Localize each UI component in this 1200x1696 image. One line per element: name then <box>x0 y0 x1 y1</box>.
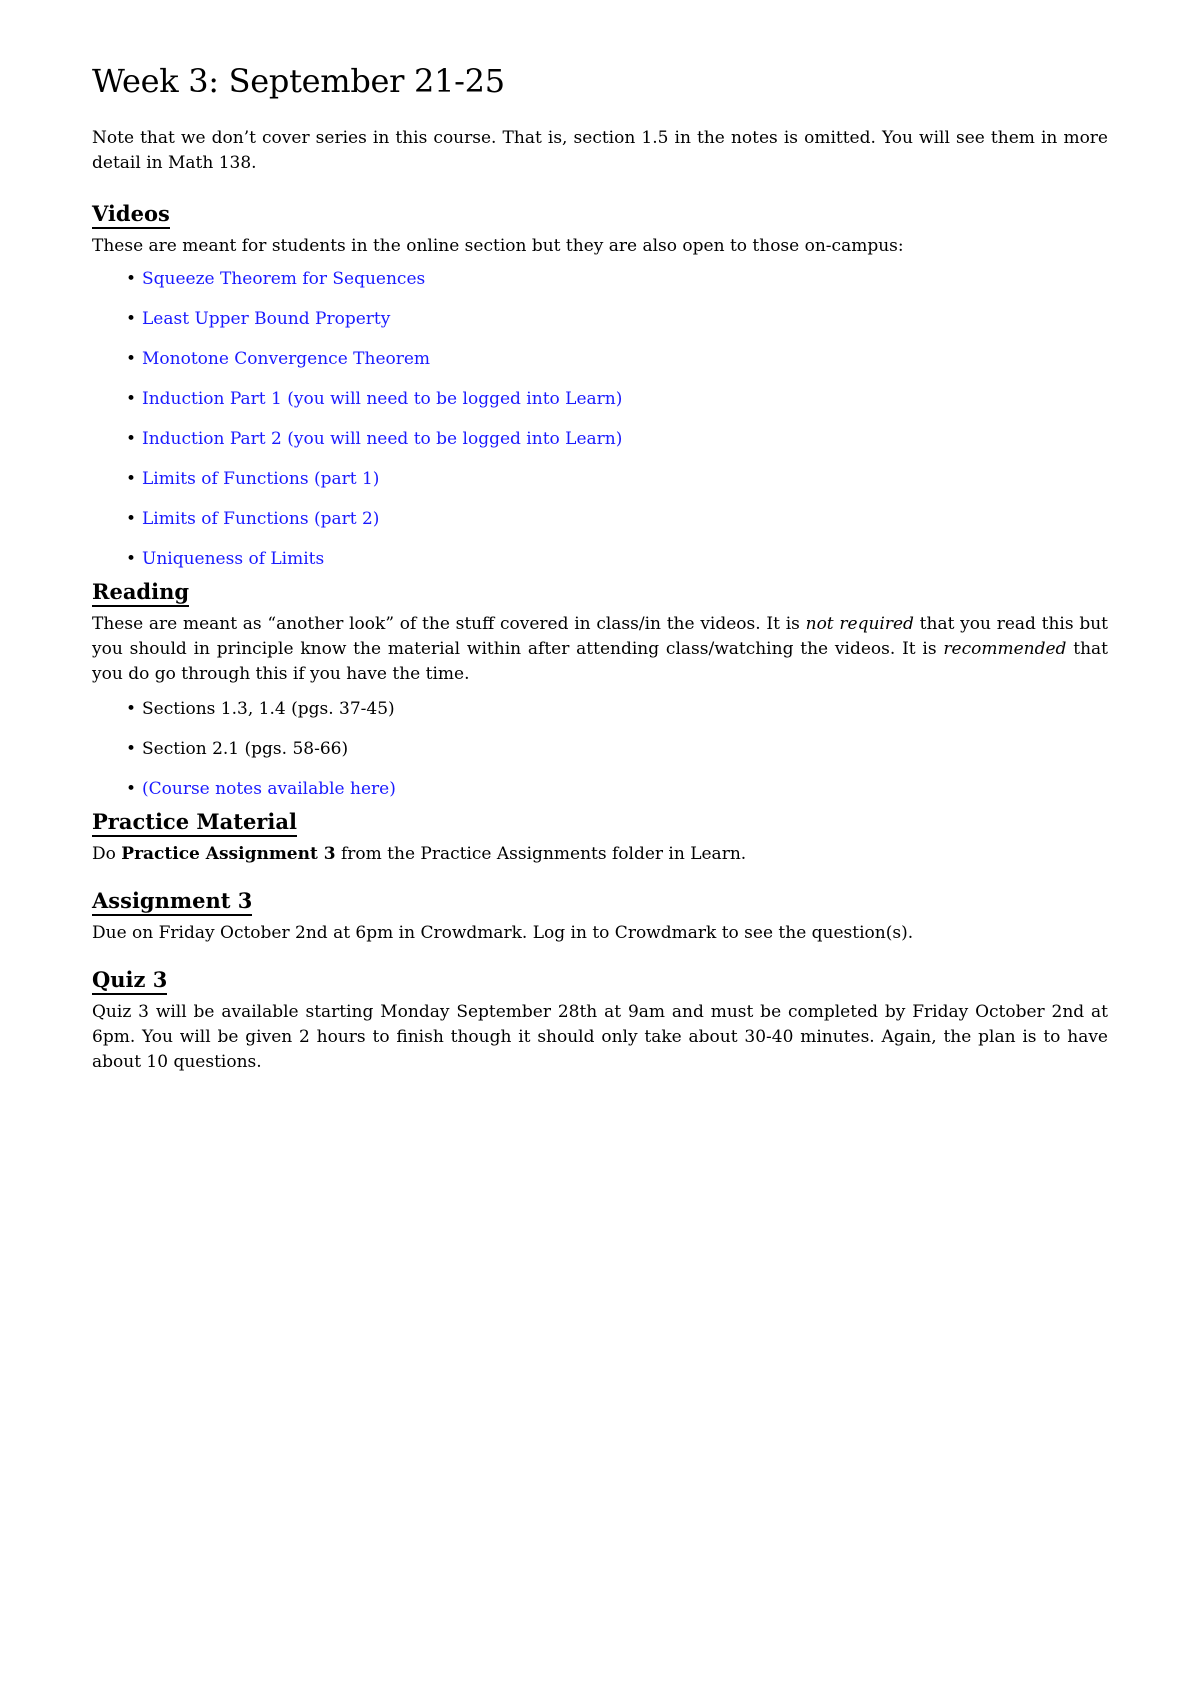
list-item <box>126 307 1108 332</box>
reading-text-2: that you read this but you should in principle know the material within after attending class/watching the videos. It is <box>92 614 1108 659</box>
reading-description <box>92 612 1108 687</box>
reading-emphasis-not-required: not required <box>805 614 914 634</box>
reading-item-section-2-1: Section 2.1 (pgs. 58-66) <box>142 739 349 759</box>
assignment-section <box>92 889 1108 946</box>
video-link-monotone-convergence[interactable]: Monotone Convergence Theorem <box>142 349 431 369</box>
reading-emphasis-recommended: recommended <box>943 639 1067 659</box>
bullet-icon: • <box>126 429 137 449</box>
bullet-icon: • <box>126 269 137 289</box>
intro-paragraph: Note that we don’t cover series in this course. That is, section 1.5 in the notes is omitted. You will see them in more detail in Math 138. <box>92 128 1108 173</box>
practice-heading: Practice Material <box>92 810 297 837</box>
practice-section <box>92 810 1108 867</box>
list-item <box>126 387 1108 412</box>
practice-assignment-name: Practice Assignment 3 <box>121 844 336 864</box>
practice-text <box>92 842 1108 867</box>
list-item <box>126 467 1108 492</box>
list-item <box>126 347 1108 372</box>
list-item <box>126 267 1108 292</box>
course-notes-link[interactable]: (Course notes available here) <box>142 779 396 799</box>
reading-list <box>92 697 1108 802</box>
videos-description: These are meant for students in the online section but they are also open to those on-campus: <box>92 236 904 256</box>
assignment-text: Due on Friday October 2nd at 6pm in Crowdmark. Log in to Crowdmark to see the question(s). <box>92 923 914 943</box>
bullet-icon: • <box>126 469 137 489</box>
quiz-section <box>92 968 1108 1075</box>
quiz-heading: Quiz 3 <box>92 968 167 995</box>
bullet-icon: • <box>126 699 137 719</box>
reading-text-1: These are meant as “another look” of the stuff covered in class/in the videos. It is <box>92 614 806 634</box>
list-item <box>126 427 1108 452</box>
bullet-icon: • <box>126 309 137 329</box>
list-item <box>126 697 1108 722</box>
reading-text-3: that you do go through this if you have the time. <box>92 639 1108 684</box>
bullet-icon: • <box>126 509 137 529</box>
videos-list <box>92 267 1108 572</box>
bullet-icon: • <box>126 349 137 369</box>
reading-item-sections: Sections 1.3, 1.4 (pgs. 37-45) <box>142 699 395 719</box>
video-link-uniqueness-limits[interactable]: Uniqueness of Limits <box>142 549 325 569</box>
list-item <box>126 777 1108 802</box>
video-link-least-upper-bound[interactable]: Least Upper Bound Property <box>142 309 391 329</box>
list-item <box>126 507 1108 532</box>
videos-section <box>92 202 1108 572</box>
video-link-induction-1[interactable]: Induction Part 1 (you will need to be logged into Learn) <box>142 389 623 409</box>
practice-text-post: from the Practice Assignments folder in Learn. <box>335 844 747 864</box>
list-item <box>126 737 1108 762</box>
video-link-induction-2[interactable]: Induction Part 2 (you will need to be logged into Learn) <box>142 429 623 449</box>
video-link-limits-functions-2[interactable]: Limits of Functions (part 2) <box>142 509 380 529</box>
reading-heading: Reading <box>92 580 189 607</box>
practice-text-pre: Do <box>92 844 122 864</box>
videos-heading: Videos <box>92 202 170 229</box>
bullet-icon: • <box>126 389 137 409</box>
quiz-text: Quiz 3 will be available starting Monday September 28th at 9am and must be completed by Friday October 2nd at 6pm. You will be given 2 hours to finish though it should only take about 30-40 minutes. Again, the plan is to have about 10 questions. <box>92 1002 1108 1072</box>
bullet-icon: • <box>126 739 137 759</box>
list-item <box>126 547 1108 572</box>
bullet-icon: • <box>126 549 137 569</box>
reading-section <box>92 580 1108 802</box>
video-link-squeeze-theorem[interactable]: Squeeze Theorem for Sequences <box>142 269 426 289</box>
assignment-heading: Assignment 3 <box>92 889 252 916</box>
bullet-icon: • <box>126 779 137 799</box>
page-title: Week 3: September 21-25 <box>92 62 505 100</box>
video-link-limits-functions-1[interactable]: Limits of Functions (part 1) <box>142 469 380 489</box>
